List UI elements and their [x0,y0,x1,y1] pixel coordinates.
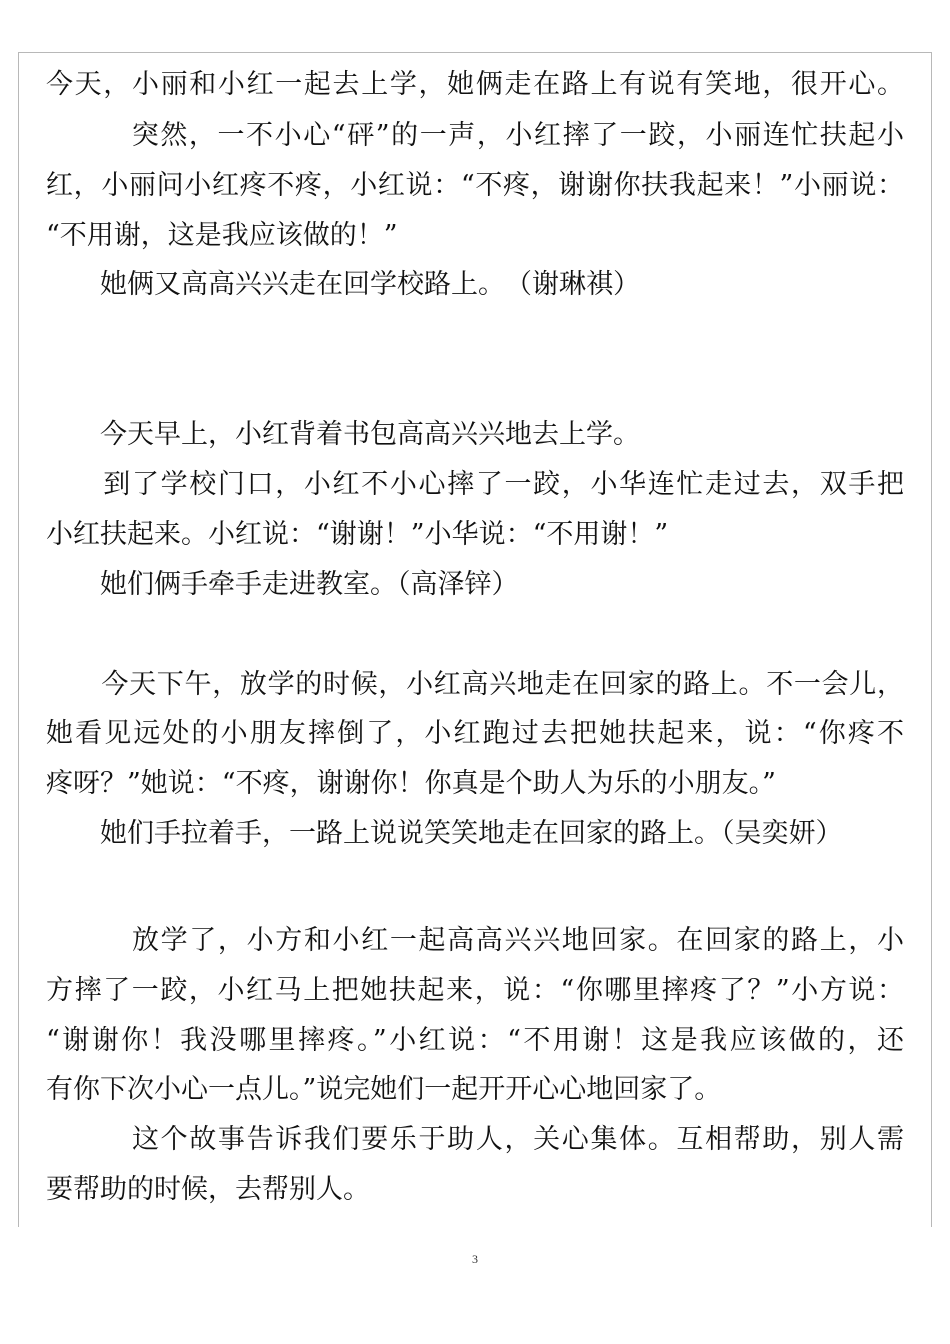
story-3-line-4: 她们手拉着手，一路上说说笑笑地走在回家的路上。（吴奕妍） [46,818,843,849]
story-1-line-5: 她俩又高高兴兴走在回学校路上。 （谢琳祺） [46,269,640,300]
story-2-line-2: 到了学校门口，小红不小心摔了一跤，小华连忙走过去，双手把 [46,469,904,500]
story-1-line-4: “不用谢，这是我应该做的！” [46,220,398,251]
story-4-line-1: 放学了，小方和小红一起高高兴兴地回家。在回家的路上，小 [46,925,904,956]
story-4-line-3: “谢谢你！我没哪里摔疼。”小红说：“不用谢！这是我应该做的，还 [46,1025,904,1056]
story-3-line-3: 疼呀？”她说：“不疼，谢谢你！你真是个助人为乐的小朋友。” [46,768,776,799]
story-2-line-1: 今天早上，小红背着书包高高兴兴地去上学。 [46,419,640,450]
story-1-line-3: 红，小丽问小红疼不疼，小红说：“不疼，谢谢你扶我起来！”小丽说： [46,170,904,201]
story-1-line-1: 今天，小丽和小红一起去上学，她俩走在路上有说有笑地，很开心。 [46,69,904,100]
page-number: 3 [472,1252,478,1266]
story-4-line-2: 方摔了一跤，小红马上把她扶起来，说：“你哪里摔疼了？”小方说： [46,975,904,1006]
story-3-line-2: 她看见远处的小朋友摔倒了，小红跑过去把她扶起来，说：“你疼不 [46,718,904,749]
story-1-line-2: 突然，一不小心“砰”的一声，小红摔了一跤，小丽连忙扶起小 [46,120,904,151]
story-4-line-6: 要帮助的时候，去帮别人。 [46,1174,370,1205]
story-2-line-4: 她们俩手牵手走进教室。（高泽锌） [46,569,519,600]
story-3-line-1: 今天下午，放学的时候，小红高兴地走在回家的路上。不一会儿， [46,669,904,700]
story-4-line-4: 有你下次小心一点儿。”说完她们一起开开心心地回家了。 [46,1074,722,1105]
story-2-line-3: 小红扶起来。小红说：“谢谢！”小华说：“不用谢！” [46,519,669,550]
story-4-line-5: 这个故事告诉我们要乐于助人，关心集体。互相帮助，别人需 [46,1124,904,1155]
